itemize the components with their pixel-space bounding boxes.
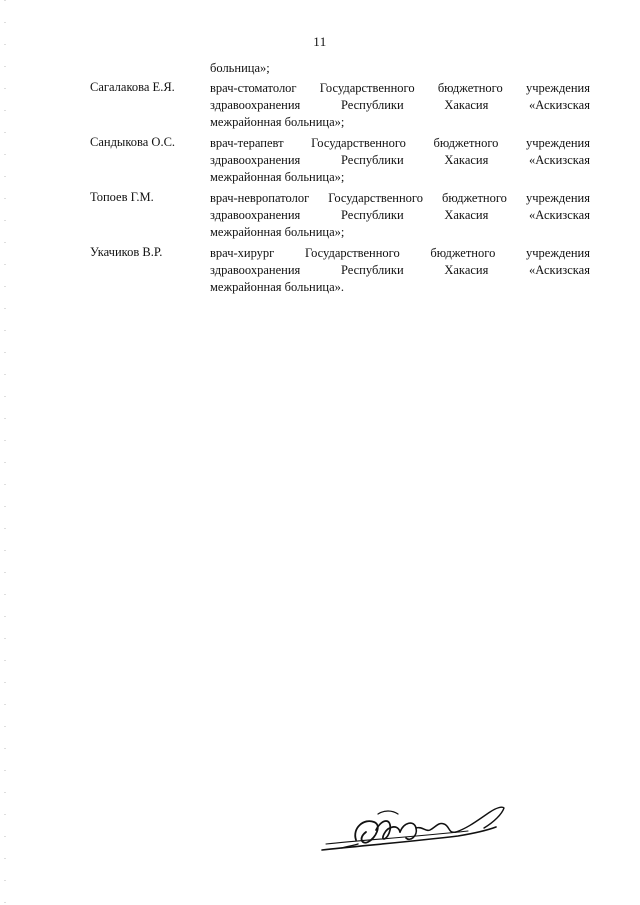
position-word: бюджетного bbox=[437, 81, 503, 95]
position-line bbox=[210, 97, 590, 114]
position-word: учреждения bbox=[525, 136, 590, 150]
list-item bbox=[90, 80, 590, 135]
person-position bbox=[210, 245, 590, 296]
position-word: бюджетного bbox=[442, 191, 507, 205]
position-line bbox=[210, 135, 590, 152]
position-word: Государственного bbox=[328, 191, 423, 205]
position-line bbox=[210, 279, 590, 296]
position-word: «Аскизская bbox=[529, 153, 590, 167]
position-word: Хакасия bbox=[444, 263, 489, 277]
position-line bbox=[210, 80, 590, 97]
position-word: Хакасия bbox=[444, 208, 489, 222]
position-word: Республики bbox=[340, 98, 404, 112]
position-word: межрайонная больница»; bbox=[210, 170, 345, 184]
position-word: Государственного bbox=[311, 136, 406, 150]
position-word: «Аскизская bbox=[529, 208, 590, 222]
position-word: здравоохранения bbox=[210, 263, 301, 277]
list-item bbox=[90, 245, 590, 300]
page-number: 11 bbox=[313, 34, 327, 49]
scan-edge-marks bbox=[4, 0, 6, 905]
position-word: здравоохранения bbox=[210, 153, 301, 167]
position-line bbox=[210, 245, 590, 262]
continuation-text: больница»; bbox=[210, 61, 270, 75]
position-line bbox=[210, 114, 590, 131]
position-line bbox=[210, 207, 590, 224]
person-position bbox=[210, 190, 590, 241]
position-word: Хакасия bbox=[444, 153, 489, 167]
signature-icon bbox=[318, 800, 508, 860]
list-item bbox=[90, 190, 590, 245]
position-word: бюджетного bbox=[433, 136, 499, 150]
person-name: Сандыкова О.С. bbox=[90, 135, 176, 149]
position-word: «Аскизская bbox=[529, 98, 590, 112]
position-line bbox=[210, 262, 590, 279]
position-word: межрайонная больница»; bbox=[210, 225, 345, 239]
position-word: учреждения bbox=[525, 81, 590, 95]
position-word: врач-невропатолог bbox=[210, 191, 310, 205]
person-name: Сагалакова Е.Я. bbox=[90, 80, 175, 94]
position-line bbox=[210, 169, 590, 186]
position-word: врач-хирург bbox=[210, 246, 275, 260]
position-word: здравоохранения bbox=[210, 208, 301, 222]
entries-list bbox=[90, 80, 590, 300]
position-word: учреждения bbox=[525, 191, 590, 205]
person-position bbox=[210, 135, 590, 186]
position-word: здравоохранения bbox=[210, 98, 301, 112]
position-word: Республики bbox=[340, 208, 404, 222]
position-word: учреждения bbox=[525, 246, 590, 260]
position-word: Республики bbox=[340, 263, 404, 277]
position-word: межрайонная больница»; bbox=[210, 115, 345, 129]
position-word: Республики bbox=[340, 153, 404, 167]
position-word: бюджетного bbox=[430, 246, 496, 260]
position-word: «Аскизская bbox=[529, 263, 590, 277]
position-word: Хакасия bbox=[444, 98, 489, 112]
person-position bbox=[210, 80, 590, 131]
position-word: Государственного bbox=[319, 81, 415, 95]
position-line bbox=[210, 190, 590, 207]
position-word: межрайонная больница». bbox=[210, 280, 345, 294]
list-item bbox=[90, 135, 590, 190]
position-line bbox=[210, 224, 590, 241]
position-word: врач-терапевт bbox=[210, 136, 284, 150]
position-line bbox=[210, 152, 590, 169]
person-name: Укачиков В.Р. bbox=[90, 245, 163, 259]
position-word: Государственного bbox=[304, 246, 400, 260]
person-name: Топоев Г.М. bbox=[90, 190, 154, 204]
position-word: врач-стоматолог bbox=[210, 81, 297, 95]
